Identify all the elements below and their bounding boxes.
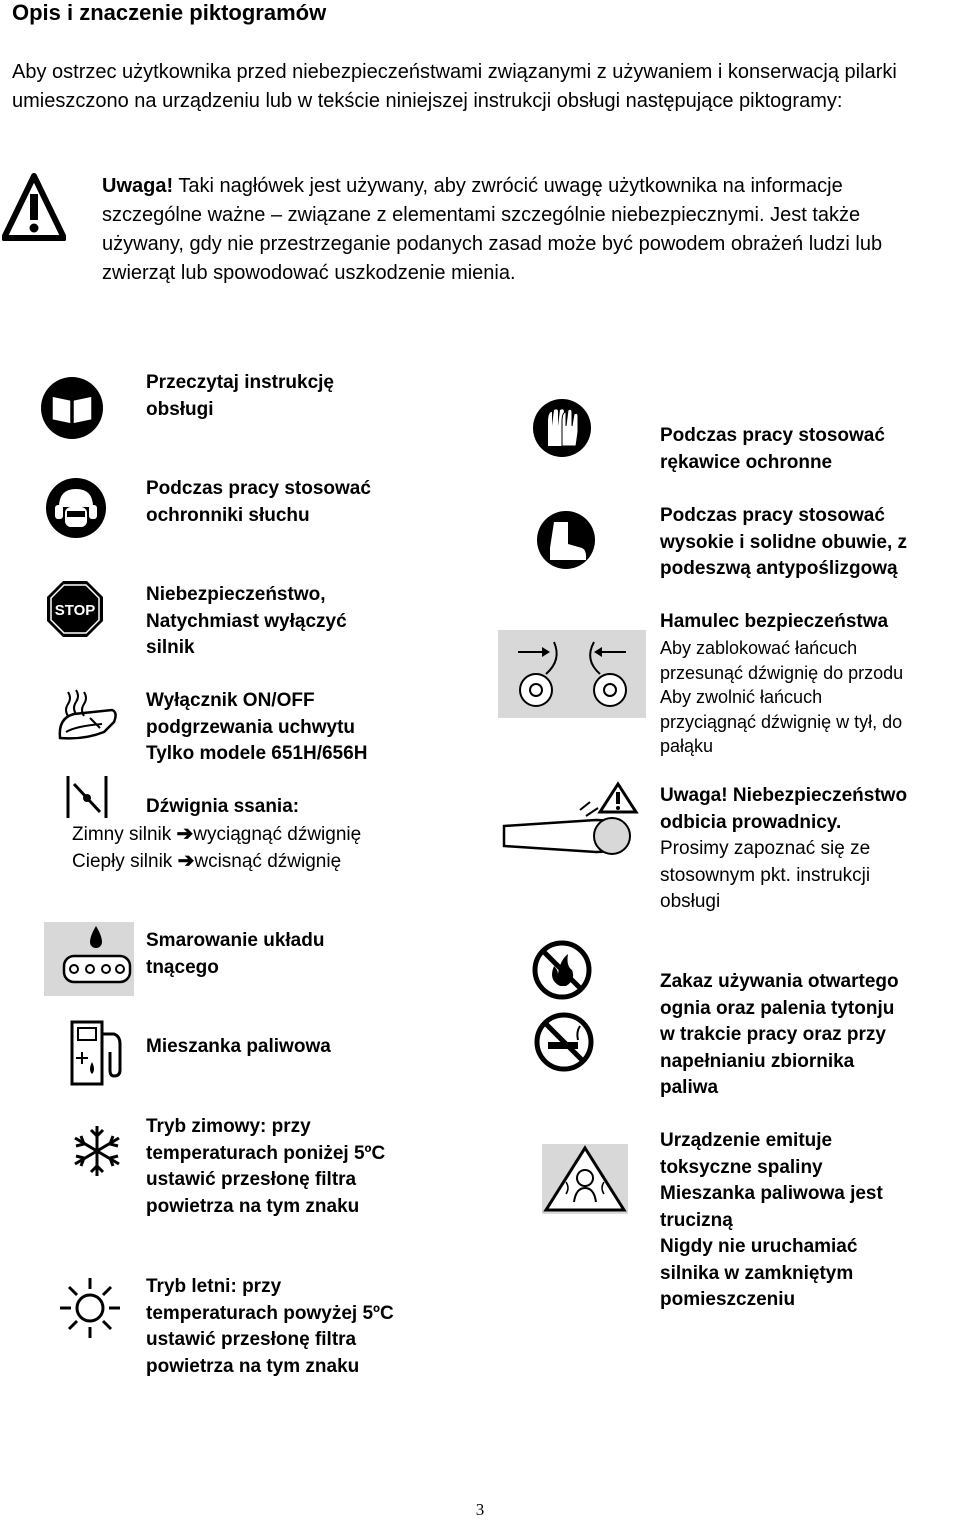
winter-mode-label: Tryb zimowy: przy temperaturach poniżej 5ºC ustawić przesłonę filtra powietrza na tym znaku bbox=[146, 1116, 386, 1217]
toxic-fumes-label: Urządzenie emituje toksyczne spaliny Mieszanka paliwowa jest trucizną Nigdy nie uruchamiać silnika w zamkniętym pomieszczeniu bbox=[660, 1130, 883, 1310]
heated-handle-icon bbox=[54, 688, 120, 744]
boot-icon bbox=[536, 510, 596, 570]
no-smoking-icon bbox=[534, 1012, 594, 1072]
warning-text: Taki nagłówek jest używany, aby zwrócić uwagę użytkownika na informacje szczególne ważne – związane z elementami szczególnie niebezpiecznymi. Jest także używany, gdy nie przestrzeganie podanych zasad może być powodem obrażeń ludzi lub zwierząt lub spowodować uszkodzenie mienia. bbox=[102, 175, 883, 284]
intro-paragraph: Aby ostrzec użytkownika przed niebezpieczeństwami związanymi z używaniem i konserwacją pilarki umieszczono na urządzeniu lub w tekście niniejszej instrukcji obsługi następujące piktogramy: bbox=[12, 61, 897, 112]
summer-mode-label: Tryb letni: przy temperaturach powyżej 5ºC ustawić przesłonę filtra powietrza na tym znaku bbox=[146, 1276, 394, 1377]
choke-cold-line: Zimny silnik ➔wyciągnąć dźwignię bbox=[72, 823, 362, 845]
toxic-fumes-icon bbox=[542, 1144, 628, 1214]
heating-label: Wyłącznik ON/OFF podgrzewania uchwytu Tylko modele 651H/656H bbox=[146, 690, 368, 764]
boots-label: Podczas pracy stosować wysokie i solidne obuwie, z podeszwą antypoślizgową bbox=[660, 505, 908, 579]
kickback-icon bbox=[500, 780, 640, 870]
sun-icon bbox=[58, 1276, 122, 1340]
chain-brake-text: Aby zablokować łańcuch przesunąć dźwignię do przodu Aby zwolnić łańcuch przyciągnąć dźwignię w tył, do pałąku bbox=[660, 638, 904, 756]
fuel-mixture-label: Mieszanka paliwowa bbox=[146, 1036, 331, 1057]
warning-paragraph bbox=[102, 172, 932, 288]
gloves-icon bbox=[532, 398, 592, 458]
oil-chain-icon bbox=[44, 922, 134, 996]
warning-lead: Uwaga! bbox=[102, 175, 174, 197]
page-number: 3 bbox=[475, 1500, 485, 1519]
lubrication-label: Smarowanie układu tnącego bbox=[146, 930, 325, 978]
gloves-label: Podczas pracy stosować rękawice ochronne bbox=[660, 425, 885, 473]
read-manual-label: Przeczytaj instrukcję obsługi bbox=[146, 372, 334, 420]
choke-heading: Dźwignia ssania: bbox=[146, 796, 300, 817]
stop-sign-icon bbox=[46, 580, 104, 638]
chain-brake-icon bbox=[498, 630, 646, 718]
arrow-right-icon: ➔ bbox=[176, 823, 194, 845]
arrow-right-icon: ➔ bbox=[177, 850, 195, 872]
stop-sign-text: STOP bbox=[54, 602, 96, 619]
no-fire-icon bbox=[532, 940, 592, 1000]
no-fire-label: Zakaz używania otwartego ognia oraz palenia tytonju w trakcie pracy oraz przy napełnianiu zbiornika paliwa bbox=[660, 971, 899, 1098]
warning-triangle-icon bbox=[2, 172, 66, 242]
choke-lever-icon bbox=[64, 774, 110, 820]
page-title: Opis i znaczenie piktogramów bbox=[12, 0, 327, 25]
fuel-pump-icon bbox=[68, 1020, 130, 1086]
helmet-earmuffs-icon bbox=[45, 477, 107, 539]
kickback-label: Uwaga! Niebezpieczeństwo odbicia prowadnicy. Prosimy zapoznać się ze stosownym pkt. instrukcji obsługi bbox=[660, 785, 908, 912]
book-icon bbox=[40, 376, 104, 440]
hearing-protection-label: Podczas pracy stosować ochronniki słuchu bbox=[146, 478, 371, 526]
choke-warm-line: Ciepły silnik ➔wcisnąć dźwignię bbox=[72, 850, 342, 872]
stop-label: Niebezpieczeństwo, Natychmiast wyłączyć silnik bbox=[146, 584, 347, 658]
snowflake-icon bbox=[70, 1124, 124, 1178]
chain-brake-heading: Hamulec bezpieczeństwa bbox=[660, 611, 889, 632]
